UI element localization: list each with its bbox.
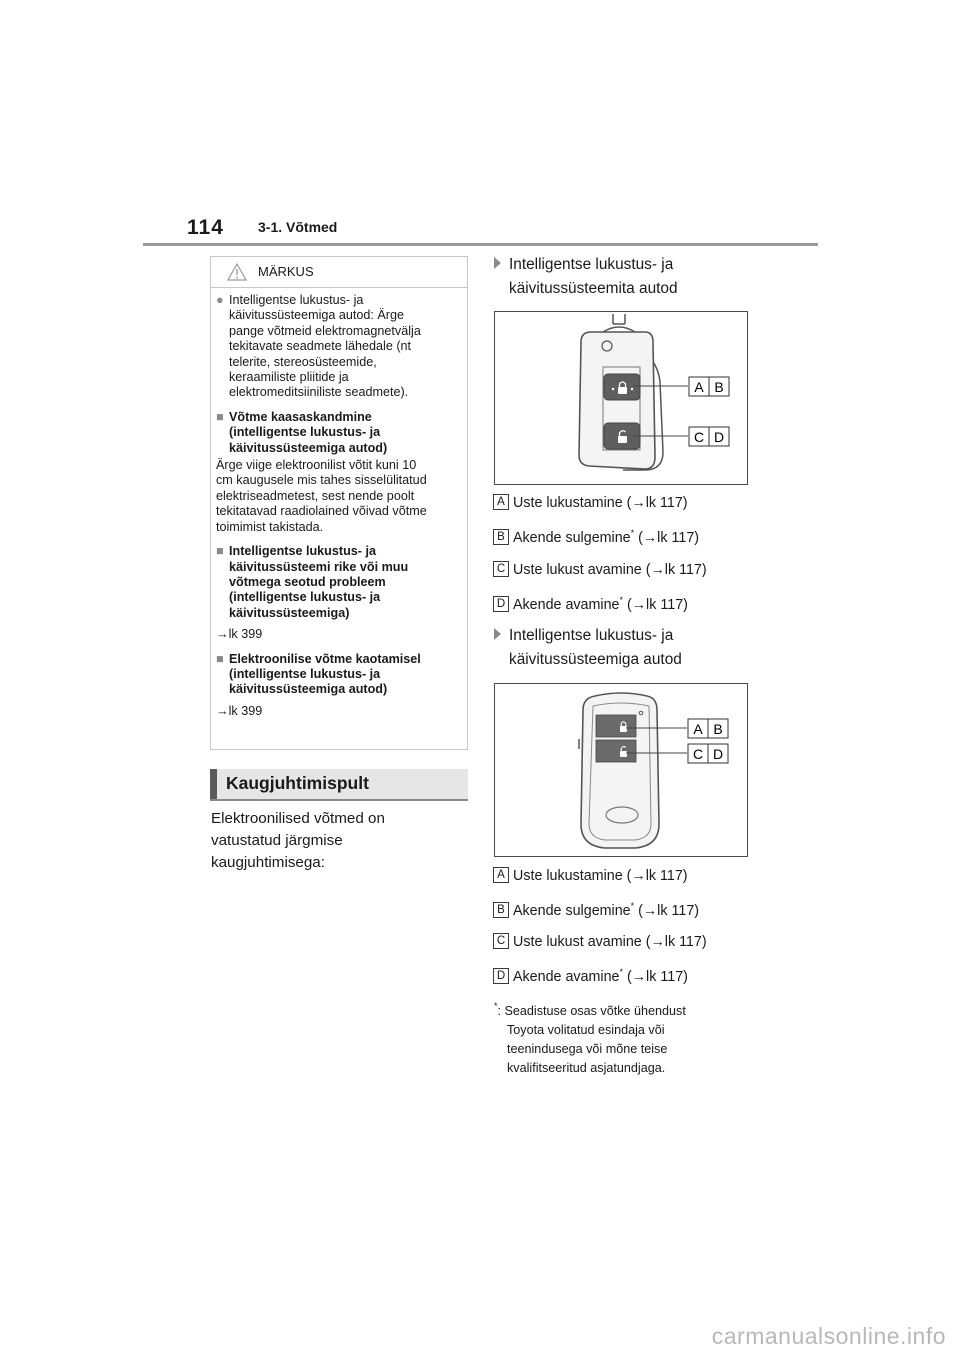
section-heading: Kaugjuhtimispult (210, 769, 468, 801)
figure-label-b: B (713, 721, 723, 737)
page-reference[interactable]: (→lk 117) (623, 969, 688, 985)
page-reference[interactable]: (→lk 117) (634, 530, 700, 546)
page-number: 114 (187, 216, 224, 239)
figure-label-d: D (713, 429, 725, 445)
function-item: B Akende sulgemine* (→lk 117) (493, 528, 699, 546)
figure-label-b: B (714, 379, 724, 395)
intro-paragraph: Elektroonilised võtmed on vatustatud järgmise kaugjuhtimisega: (211, 810, 385, 871)
key-figure-with-smart (494, 683, 748, 857)
page-reference[interactable]: →lk 399 (216, 703, 263, 718)
triangle-bullet-icon (494, 257, 501, 269)
warning-triangle-icon (227, 263, 247, 281)
figure-label-c: C (692, 746, 704, 762)
circle-bullet-icon: ● (216, 293, 224, 307)
caution-paragraph-1: Ärge viige elektroonilist võtit kuni 10 cm kaugusele mis tahes sisselülitatud elektriseadmetest, sest nende poolt tekitatavad raadiolained võivad võtme toimimist takistada. (216, 458, 427, 534)
square-bullet-icon: ■ (216, 651, 224, 666)
function-item: D Akende avamine* (→lk 117) (493, 967, 688, 985)
caution-box (210, 256, 468, 750)
watermark: carmanualsonline.info (711, 1323, 946, 1349)
section-title: 3-1. Võtmed (258, 219, 338, 235)
page-reference[interactable]: →lk 117) (631, 868, 688, 884)
caution-title: MÄRKUS (258, 264, 314, 279)
square-bullet-icon: ■ (216, 544, 224, 559)
subsection-heading-with-smart: Intelligentse lukustus- ja käivitussüsteemiga autod (494, 624, 754, 672)
heading-accent-bar (210, 769, 217, 799)
caution-subheading-1: ■ Võtme kaasaskandmine (intelligentse lukustus- ja käivitussüsteemiga autod) (216, 409, 388, 455)
footnote: *: Seadistuse osas võtke ühendust Toyota volitatud esindaja või teenindusega või mõne teise kvalifitseeritud asjatundjaga. (494, 1001, 686, 1075)
subsection-heading-without-smart: Intelligentse lukustus- ja käivitussüsteemita autod (494, 253, 754, 301)
triangle-bullet-icon (494, 628, 501, 640)
function-item: C Uste lukust avamine (→lk 117) (493, 562, 707, 580)
function-item: D Akende avamine* (→lk 117) (493, 595, 688, 613)
function-item: A Uste lukustamine (→lk 117) (493, 868, 688, 886)
page-reference[interactable]: →lk 117) (631, 495, 688, 511)
figure-label-d: D (712, 746, 724, 762)
page-reference[interactable]: →lk 117) (650, 562, 707, 578)
figure-label-a: A (693, 721, 703, 737)
caution-subheading-2: ■ Intelligentse lukustus- ja käivitussüsteemi rike või muu võtmega seotud probleem (intelligentse lukustus- ja käivitussüsteemiga) (216, 544, 409, 620)
key-figure-without-smart (494, 311, 748, 485)
caution-subheading-3: ■ Elektroonilise võtme kaotamisel (intelligentse lukustus- ja käivitussüsteemiga autod) (216, 651, 421, 697)
header-rule (143, 243, 818, 246)
caution-bullet-1: ● Intelligentse lukustus- ja käivitussüsteemiga autod: Ärge pange võtmeid elektromagnetvälja tekitavate seadmete lähedale (nt telerite, stereosüsteemide, keraamiliste pliitide ja elektromeditsiiniliste seadmete). (216, 293, 421, 400)
square-bullet-icon: ■ (216, 409, 224, 424)
page-reference[interactable]: (→lk 117) (634, 903, 700, 919)
caution-body (216, 293, 462, 719)
figure-label-c: C (693, 429, 705, 445)
flip-key-illustration (495, 312, 749, 486)
function-item: A Uste lukustamine (→lk 117) (493, 495, 688, 513)
figure-label-a: A (694, 379, 704, 395)
function-item: B Akende sulgemine* (→lk 117) (493, 901, 699, 919)
page-reference[interactable]: →lk 399 (216, 627, 263, 642)
function-item: C Uste lukust avamine (→lk 117) (493, 934, 707, 952)
page-reference[interactable]: (→lk 117) (623, 597, 688, 613)
smart-key-illustration (495, 684, 749, 858)
caution-header (211, 257, 467, 288)
page-reference[interactable]: →lk 117) (650, 934, 707, 950)
